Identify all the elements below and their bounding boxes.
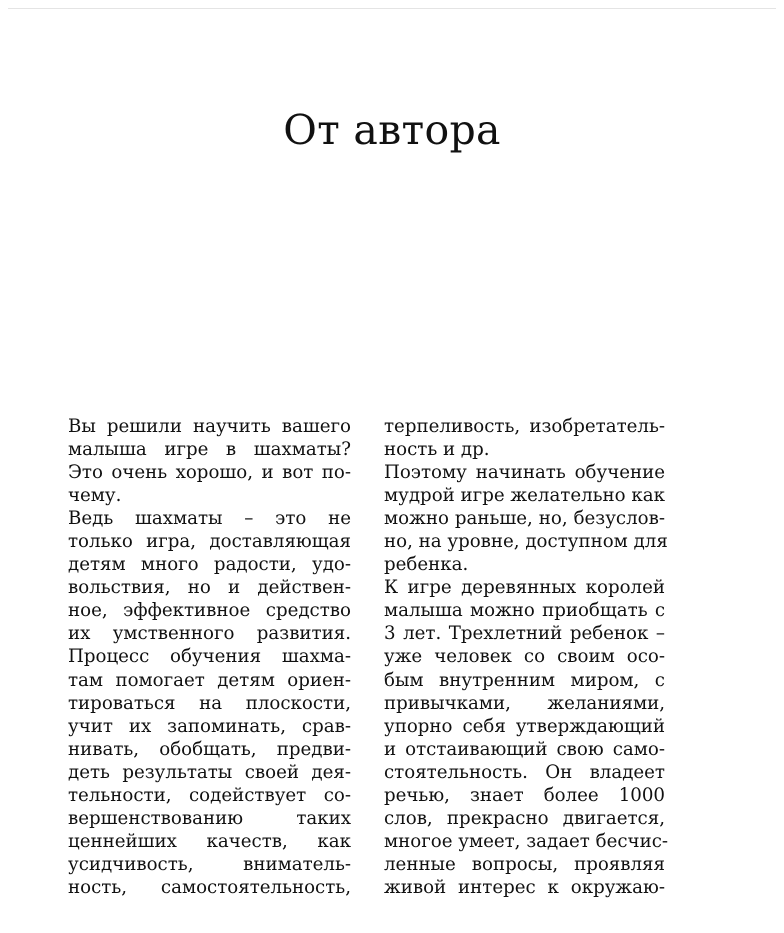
text-line: ность и др.	[384, 439, 490, 461]
text-line: можно раньше, но, безуслов-	[384, 508, 665, 530]
text-line: стоятельность. Он владеет	[384, 761, 665, 783]
text-line: вершенствованию таких	[68, 807, 351, 829]
text-line: Ведь шахматы – это не	[68, 508, 351, 530]
text-line: ность, самостоятельность,	[68, 876, 351, 898]
text-column-right	[384, 415, 669, 899]
text-line: детям много радости, удо-	[68, 554, 351, 576]
text-line: малыша можно приобщать с	[384, 600, 665, 622]
text-line: учит их запоминать, срав-	[68, 715, 351, 737]
text-line: живой интерес к окружаю-	[384, 876, 665, 898]
text-line: Поэтому начинать обучение	[384, 462, 665, 484]
text-line: К игре деревянных королей	[384, 577, 665, 599]
text-line: усидчивость, вниматель-	[68, 853, 351, 875]
text-line: Это очень хорошо, и вот по-	[68, 462, 351, 484]
text-line: ное, эффективное средство	[68, 600, 351, 622]
text-column-left	[68, 415, 351, 899]
text-line: но, на уровне, доступном для	[384, 531, 668, 553]
text-line: упорно себя утверждающий	[384, 715, 665, 737]
text-line: ценнейших качеств, как	[68, 830, 351, 852]
text-line: их умственного развития.	[68, 623, 351, 645]
text-line: слов, прекрасно двигается,	[384, 807, 665, 829]
page-title: От автора	[283, 106, 501, 154]
text-line: там помогает детям ориен-	[68, 669, 351, 691]
text-line: чему.	[68, 485, 122, 507]
text-line: ленные вопросы, проявляя	[384, 853, 665, 875]
text-line: и отстаивающий свою само-	[384, 738, 665, 760]
text-line: только игра, доставляющая	[68, 531, 351, 553]
text-line: вольствия, но и действен-	[68, 577, 351, 599]
text-line: привычками, желаниями,	[384, 692, 665, 714]
text-line: речью, знает более 1000	[384, 784, 665, 806]
text-line: терпеливость, изобретатель-	[384, 416, 665, 437]
text-line: малыша игре в шахматы?	[68, 439, 351, 461]
text-line: Вы решили научить вашего	[68, 416, 351, 437]
text-line: уже человек со своим осо-	[384, 646, 665, 668]
text-line: тельности, содействует со-	[68, 784, 351, 806]
text-line: деть результаты своей дея-	[68, 761, 351, 783]
text-line: мудрой игре желательно как	[384, 485, 665, 507]
text-line: ребенка.	[384, 554, 469, 576]
text-line: нивать, обобщать, предви-	[68, 738, 351, 760]
text-line: бым внутренним миром, с	[384, 669, 665, 691]
text-line: 3 лет. Трехлетний ребенок –	[384, 623, 665, 645]
text-line: Процесс обучения шахма-	[68, 646, 351, 668]
text-line: многое умеет, задает бесчис-	[384, 830, 669, 852]
text-line: тироваться на плоскости,	[68, 692, 351, 714]
page-top-rule	[8, 8, 776, 9]
